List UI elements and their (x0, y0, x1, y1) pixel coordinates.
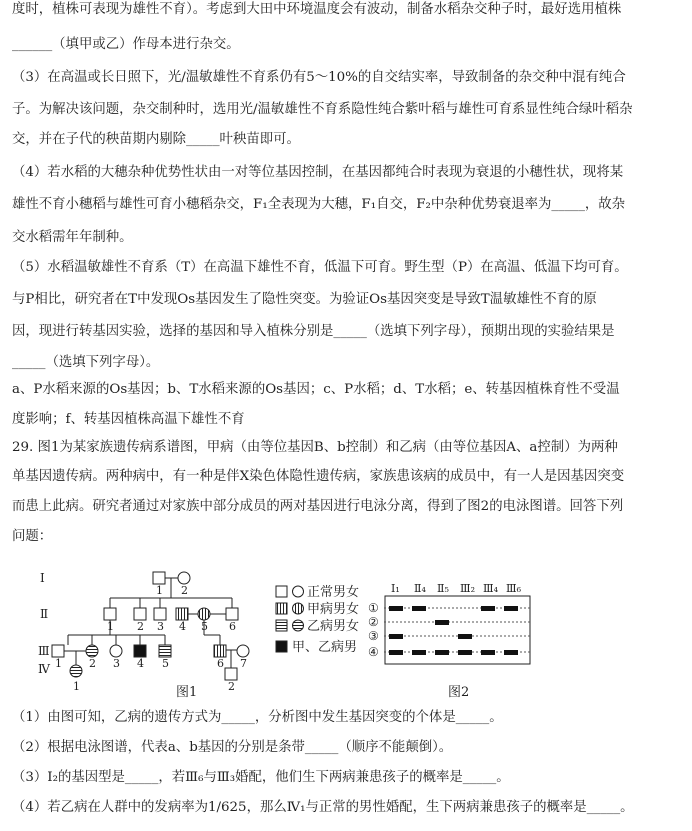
gel-band (389, 634, 403, 639)
gel-band (389, 606, 403, 611)
figures (0, 566, 692, 706)
individual-number: 1 (73, 680, 80, 693)
gel-band-label: ③ (368, 629, 379, 643)
gel-band (412, 650, 426, 655)
gel-band (504, 606, 518, 611)
text-line: 而患上此病。研究者通过对家族中部分成员的两对基因进行电泳分离，得到了图2的电泳图谱。回答下列 (12, 499, 624, 514)
text-line: 与P相比，研究者在T中发现Os基因发生了隐性突变。为验证Os基因突变是导致T温敏雄性不育的原 (12, 292, 597, 307)
gel-band (389, 650, 403, 655)
individual-number: 4 (137, 657, 144, 670)
gel-band (435, 650, 449, 655)
text-line: 29. 图1为某家族遗传病系谱图，甲病（由等位基因B、b控制）和乙病（由等位基因A、a控制）为两种 (12, 440, 618, 455)
text-line: 雄性不育小穗稻与雄性可育小穗稻杂交，F₁全表现为大穗，F₁自交，F₂中杂种优势衰退率为_____，故杂 (12, 197, 626, 212)
gel-band-label: ② (368, 615, 379, 629)
gel-band-label: ① (368, 601, 379, 615)
text-line: （3）Ⅰ₂的基因型是_____，若Ⅲ₆与Ⅲ₃婚配，他们生下两病兼患孩子的概率是_____。 (12, 770, 510, 785)
individual-number: 2 (89, 657, 96, 670)
generation-label: Ⅱ (40, 607, 49, 621)
text-line: （4）若水稻的大穗杂种优势性状由一对等位基因控制，在基因都纯合时表现为衰退的小穗性状，现将某 (12, 165, 624, 180)
legend-label: 甲病男女 (307, 602, 360, 617)
gel-column-label: Ⅱ₅ (437, 582, 449, 595)
individual-number: 1 (55, 657, 62, 670)
text-line: 度时，植株可表现为雄性不育）。考虑到大田中环境温度会有波动，制备水稻杂交种子时，最好选用植株 (12, 2, 622, 17)
individual-numbers (55, 584, 247, 693)
generation-label: Ⅳ (38, 662, 50, 676)
text-line: （4）若乙病在人群中的发病率为1/625，那么Ⅳ₁与正常的男性婚配，生下两病兼患孩子的概率是_____。 (12, 800, 634, 815)
gel-band (458, 650, 472, 655)
generation-label: Ⅲ (38, 644, 50, 658)
gel-band (481, 606, 495, 611)
text-line: 度影响；f、转基因植株高温下雄性不育 (12, 412, 245, 427)
gel-band-label: ④ (368, 645, 379, 659)
individual-number: 7 (240, 657, 247, 670)
text-line: 单基因遗传病。两种病中，有一种是伴X染色体隐性遗传病，家族患该病的成员中，有一人是因基因突变 (12, 469, 625, 484)
gel-column-label: Ⅱ₄ (414, 582, 426, 595)
legend-label: 乙病男女 (307, 619, 360, 634)
gel-band (458, 634, 472, 639)
pedigree-lines (58, 578, 237, 668)
legend-label: 正常男女 (307, 585, 360, 600)
individual-number: 1 (107, 620, 114, 633)
individual-number: 5 (201, 620, 208, 633)
figure2-caption: 图2 (448, 685, 470, 700)
individual-number: 3 (113, 657, 120, 670)
gel-column-label: Ⅲ₂ (460, 582, 476, 595)
text-line: a、P水稻来源的Os基因；b、T水稻来源的Os基因；c、P水稻；d、T水稻；e、转基因植株育性不受温 (12, 382, 620, 397)
gel-band (412, 606, 426, 611)
text-line: 问题： (12, 529, 53, 544)
gel-band (504, 650, 518, 655)
text-line: （1）由图可知，乙病的遗传方式为_____，分析图中发生基因突变的个体是_____。 (12, 710, 503, 725)
generation-label: Ⅰ (40, 571, 45, 585)
individual-number: 6 (229, 620, 236, 633)
figure1-caption: 图1 (176, 685, 198, 700)
gel-band (435, 620, 449, 625)
individual-number: 5 (162, 657, 169, 670)
gel-column-label: Ⅲ₄ (483, 582, 499, 595)
individual-number: 6 (217, 657, 224, 670)
text-line: 交，并在子代的秧苗期内剔除_____叶秧苗即可。 (12, 132, 300, 147)
gel-band (481, 650, 495, 655)
generation-labels (38, 571, 51, 676)
text-line: （5）水稻温敏雄性不育系（T）在高温下雄性不育，低温下可育。野生型（P）在高温、低温下均可育。 (12, 260, 628, 275)
text-line: 子。为解决该问题，杂交制种时，选用光/温敏雄性不育系隐性纯合紫叶稻与雄性可育系显性纯合绿叶稻杂 (12, 102, 633, 117)
individual-number: 3 (157, 620, 164, 633)
individual-number: 2 (228, 680, 235, 693)
text-line: 交水稻需年年制种。 (12, 230, 133, 245)
legend-label: 甲、乙病男 (292, 640, 358, 655)
individual-number: 2 (137, 620, 144, 633)
text-line: _____（选填下列字母）。 (12, 355, 160, 370)
gel-column-label: Ⅲ₆ (506, 582, 522, 595)
individual-number: 1 (156, 584, 163, 597)
text-line: ______（填甲或乙）作母本进行杂交。 (12, 37, 240, 52)
gel-column-label: Ⅰ₁ (391, 582, 400, 595)
text-line: （3）在高温或长日照下，光/温敏雄性不育系仍有5～10%的自交结实率，导致制备的杂交种中混有纯合 (12, 70, 626, 85)
text-line: 因，现进行转基因实验，选择的基因和导入植株分别是_____（选填下列字母），预期出现的实验结果是 (12, 324, 615, 339)
individual-number: 4 (179, 620, 186, 633)
text-line: （2）根据电泳图谱，代表a、b基因的分别是条带_____（顺序不能颠倒）。 (12, 740, 453, 755)
individual-number: 2 (181, 584, 188, 597)
